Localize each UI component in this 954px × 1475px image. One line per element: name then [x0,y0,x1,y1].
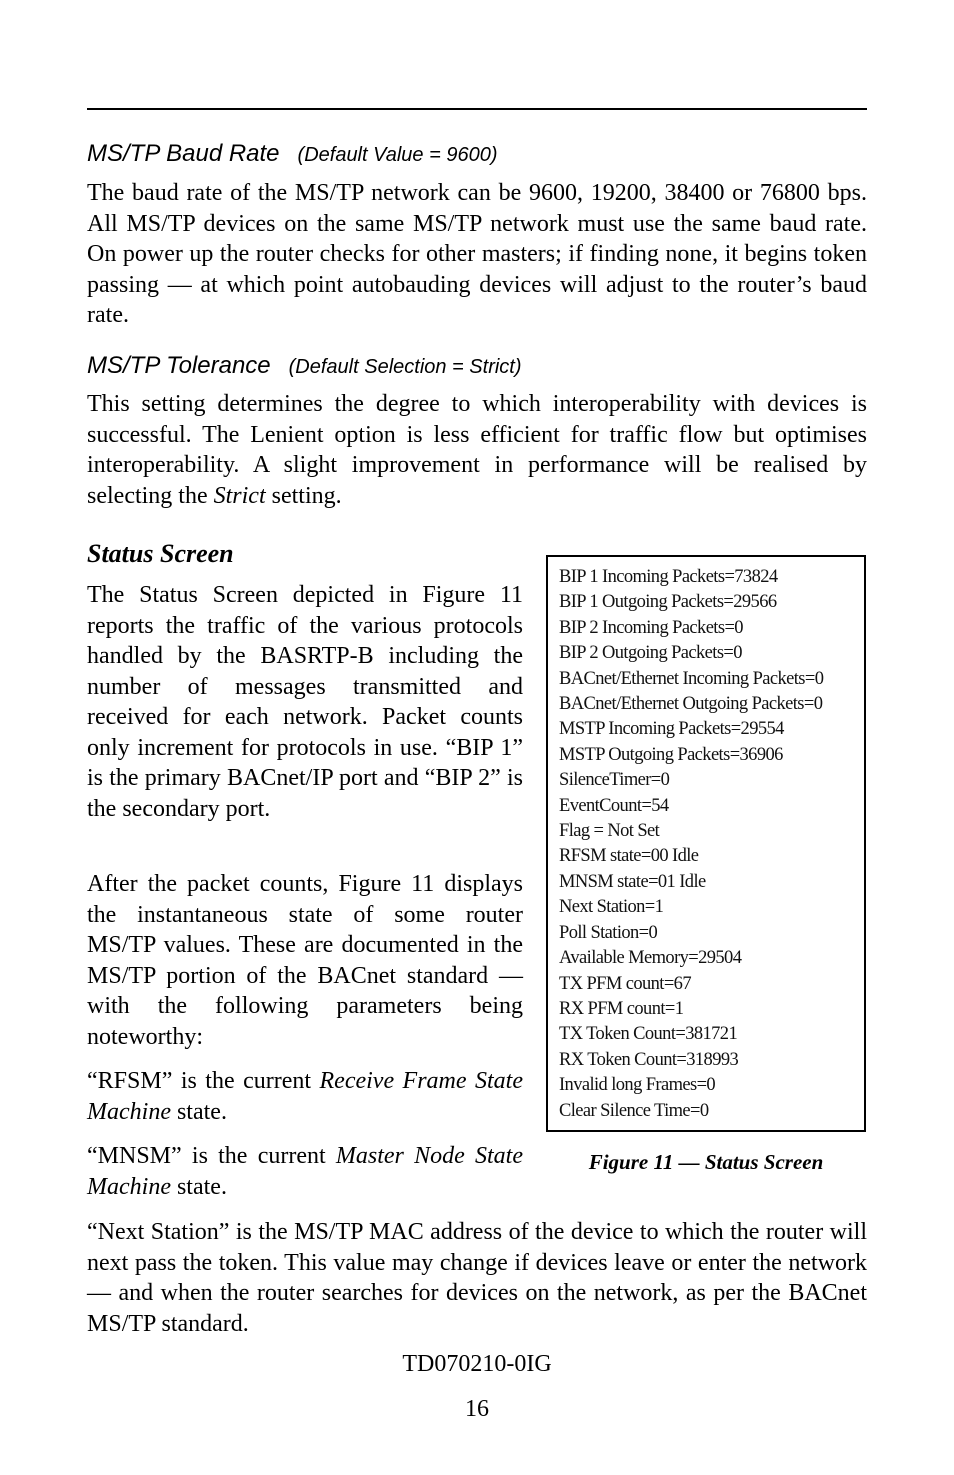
next-station-para [87,1217,867,1339]
rfsm-text-part1: “RFSM” is the current [87,1068,320,1094]
baud-rate-title: MS/TP Baud Rate [87,140,280,167]
rfsm-text [87,1066,523,1127]
status-line: BIP 2 Outgoing Packets=0 [559,643,742,664]
status-line: Poll Station=0 [559,922,658,943]
status-line: MNSM state=01 Idle [559,871,706,892]
tolerance-text [87,389,867,511]
rfsm-text-part2: state. [170,1098,227,1125]
status-line: BACnet/Ethernet Incoming Packets=0 [559,668,824,689]
mnsm-text-part2: state. [170,1173,227,1200]
tolerance-body [87,389,867,511]
tolerance-default: (Default Selection = Strict) [288,356,522,378]
status-para-1-text: The Status Screen depicted in Figure 11 reports the traffic of the various protocols handled by the BASRTP-B including the number of messages transmitted and received for each network. Packet counts only increment for protocols in use. “BIP 1” is the primary BACnet/IP port and “BIP 2” is the secondary port. [87,582,523,822]
status-screen-figure [546,555,866,1132]
status-line: Available Memory=29504 [559,948,742,969]
status-line: BIP 1 Incoming Packets=73824 [559,567,778,587]
page-number: 16 [465,1396,489,1422]
baud-rate-heading [87,140,497,168]
status-line: BIP 1 Outgoing Packets=29566 [559,592,777,613]
status-line: Next Station=1 [559,897,664,918]
doc-id: TD070210-0IG [402,1351,552,1377]
rfsm-para [87,1066,523,1127]
status-screen-title: Status Screen [87,539,234,568]
tolerance-text-strict: Strict [213,482,266,509]
status-line: BACnet/Ethernet Outgoing Packets=0 [559,694,823,715]
mnsm-text-em: Master Node State Machine [87,1143,523,1200]
mnsm-text-part1: “MNSM” is the current [87,1143,336,1169]
status-line: Invalid long Frames=0 [559,1075,716,1096]
status-line: Flag = Not Set [559,821,660,842]
status-line: RFSM state=00 Idle [559,846,699,867]
header-rule [87,108,867,110]
figure-caption: Figure 11 — Status Screen [588,1150,824,1174]
baud-rate-default: (Default Value = 9600) [297,144,498,166]
mnsm-text [87,1141,523,1202]
rfsm-text-em: Receive Frame State Machine [87,1068,523,1125]
status-screen-lines [559,565,823,1124]
status-line: RX Token Count=318993 [559,1049,739,1070]
baud-rate-text: The baud rate of the MS/TP network can be 9600, 19200, 38400 or 76800 bps. All MS/TP devices on the same MS/TP network must use the same baud rate. On power up the router checks for other masters; if finding none, it begins token passing — at which point autobauding devices will adjust to the router’s baud rate. [87,180,867,328]
status-para-2 [87,869,523,1052]
next-station-text: “Next Station” is the MS/TP MAC address of the device to which the router will next pass the token. This value may change if devices leave or enter the network — and when the router searches for devices on the network, as per the BACnet MS/TP standard. [87,1219,867,1337]
status-line: Clear Silence Time=0 [559,1100,709,1121]
status-line: BIP 2 Incoming Packets=0 [559,617,743,638]
mnsm-para [87,1141,523,1202]
status-para-1 [87,580,523,824]
status-line: TX PFM count=67 [559,973,691,994]
baud-rate-body [87,178,867,331]
status-line: MSTP Outgoing Packets=36906 [559,744,783,765]
status-line: MSTP Incoming Packets=29554 [559,719,784,740]
status-para-2-text: After the packet counts, Figure 11 displays the instantaneous state of some router MS/TP values. These are documented in the MS/TP portion of the BACnet standard — with the following parameters being noteworthy: [87,871,523,1050]
status-line: RX PFM count=1 [559,998,684,1019]
tolerance-text-part1: This setting determines the degree to which interoperability with devices is successful. The Lenient option is less efficient for traffic flow but optimises interoperability. A slight improvement in performance will be realised by selecting the [87,391,867,509]
tolerance-heading [87,352,522,380]
status-line: TX Token Count=381721 [559,1024,738,1045]
status-line: SilenceTimer=0 [559,770,670,791]
tolerance-title: MS/TP Tolerance [87,352,271,379]
tolerance-text-part2: setting. [265,482,342,509]
status-line: EventCount=54 [559,795,669,816]
